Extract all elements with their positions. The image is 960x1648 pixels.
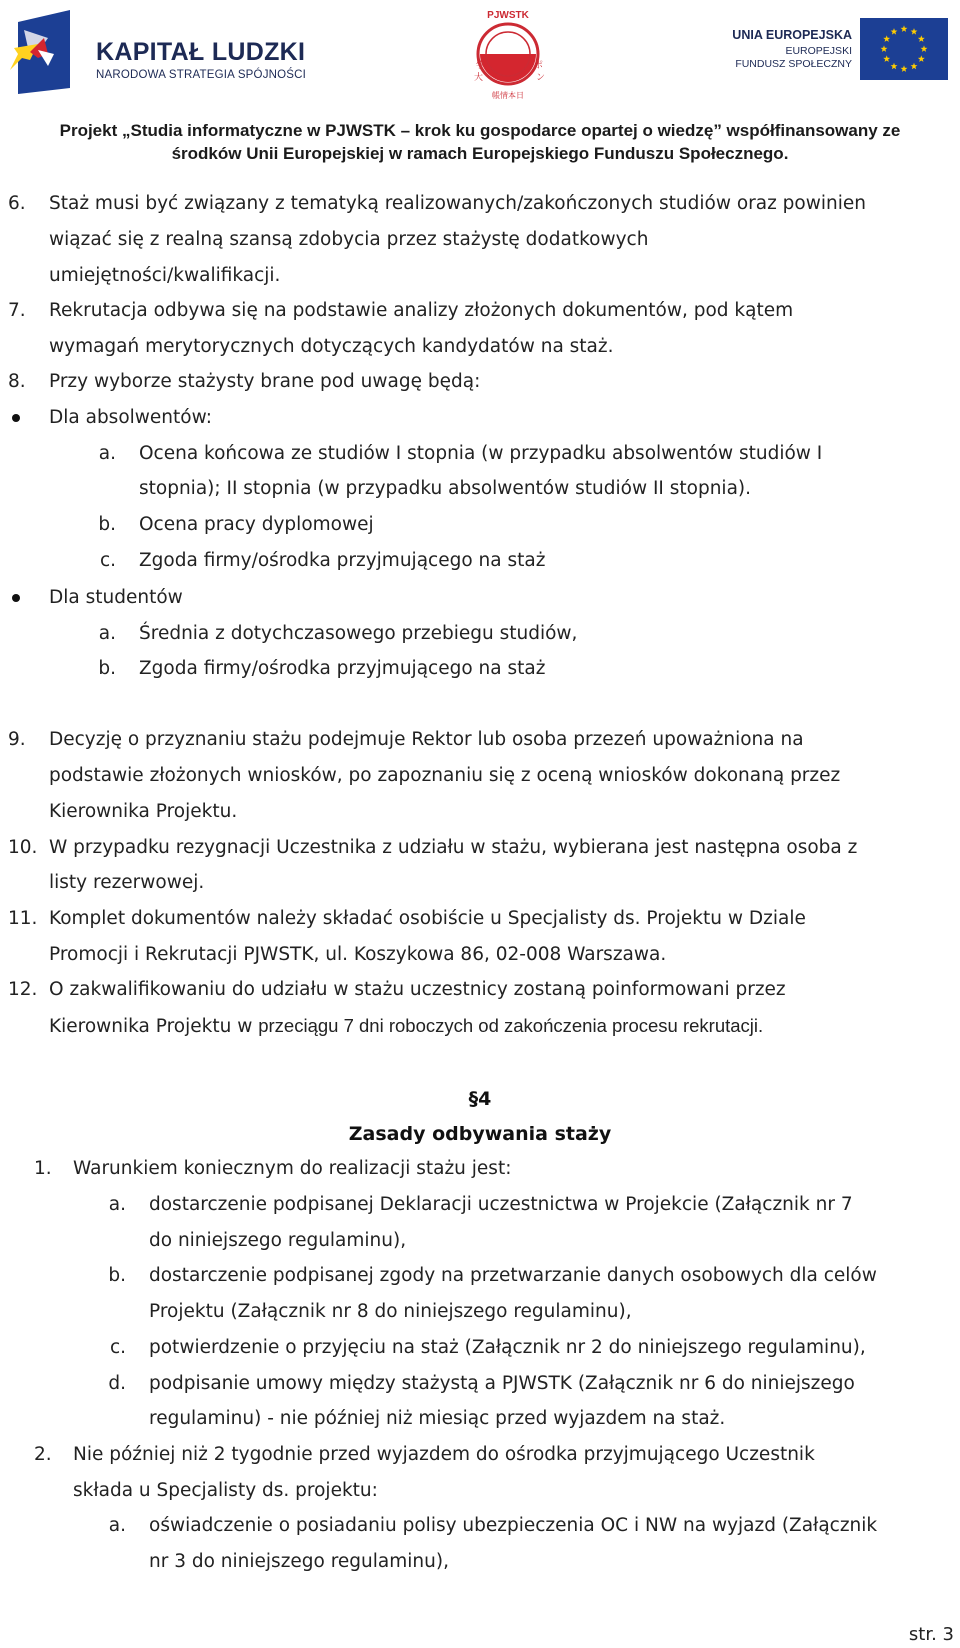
item-11-line-2: Promocji i Rekrutacji PJWSTK, ul. Koszykowa 86, 02-008 Warszawa. <box>49 944 667 965</box>
section4-p2-a-line-2: nr 3 do niniejszego regulaminu), <box>149 1551 449 1572</box>
section-title: Zasady odbywania staży <box>348 1123 612 1145</box>
item-number: 12. <box>8 979 38 1000</box>
section4-p2-line-1: Nie później niż 2 tygodnie przed wyjazdem do ośrodka przyjmującego Uczestnik <box>73 1444 815 1465</box>
item-number: 2. <box>34 1444 52 1465</box>
item-6-line-1: Staż musi być związany z tematyką realizowanych/zakończonych studiów oraz powinien <box>49 193 866 214</box>
item-number: 1. <box>34 1158 52 1179</box>
sub-marker: b. <box>98 514 116 535</box>
item-number: 9. <box>8 729 26 750</box>
bullet-icon <box>12 414 20 422</box>
kapital-ludzki-logo <box>8 8 328 96</box>
item-7-line-2: wymagań merytorycznych dotyczących kandydatów na staż. <box>49 336 614 357</box>
section4-p2-line-2: składa u Specjalisty ds. projektu: <box>73 1480 378 1501</box>
item-12-line-2-part-a: Kierownika Projektu w <box>49 1016 259 1037</box>
sub-marker: b. <box>98 658 116 679</box>
graduates-label: Dla absolwentów: <box>49 407 212 428</box>
section4-p1-c-line-1: potwierdzenie o przyjęciu na staż (Załącznik nr 2 do niniejszego regulaminu), <box>149 1337 866 1358</box>
item-10-line-1: W przypadku rezygnacji Uczestnika z udziału w stażu, wybierana jest następna osoba z <box>49 837 858 858</box>
item-number: 6. <box>8 193 26 214</box>
item-12-line-1: O zakwalifikowaniu do udziału w stażu uczestnicy zostaną poinformowani przez <box>49 979 786 1000</box>
graduates-b-line-1: Ocena pracy dyplomowej <box>139 514 374 535</box>
item-number: 8. <box>8 371 26 392</box>
pjwstk-logo <box>466 8 550 104</box>
students-b-line-1: Zgoda firmy/ośrodka przyjmującego na staż <box>139 658 546 679</box>
item-11-line-1: Komplet dokumentów należy składać osobiście u Specjalisty ds. Projektu w Dziale <box>49 908 806 929</box>
pjwstk-logo-text: PJWSTK <box>487 10 529 21</box>
item-12-line-2-part-b: przeciągu 7 dni roboczych od zakończenia procesu rekrutacji. <box>258 1015 764 1036</box>
sub-marker: d. <box>108 1373 126 1394</box>
sub-marker: a. <box>98 623 116 644</box>
item-number: 11. <box>8 908 38 929</box>
item-9-line-3: Kierownika Projektu. <box>49 801 238 822</box>
item-7-line-1: Rekrutacja odbywa się na podstawie analizy złożonych dokumentów, pod kątem <box>49 300 794 321</box>
svg-text:大: 大 <box>474 73 484 83</box>
sub-marker: c. <box>99 550 116 571</box>
item-10-line-2: listy rezerwowej. <box>49 872 205 893</box>
eu-logo <box>732 18 948 82</box>
section4-p1-d-line-2: regulaminu) - nie później niż miesiąc przed wyjazdem na staż. <box>149 1408 726 1429</box>
svg-text:ン: ン <box>536 73 546 83</box>
kapital-ludzki-emblem-icon <box>8 8 88 96</box>
sub-marker: b. <box>108 1265 126 1286</box>
students-label: Dla studentów <box>49 587 183 608</box>
item-6-line-2: wiązać się z realną szansą zdobycia przez stażystę dodatkowych <box>49 229 649 250</box>
section4-p1-b-line-1: dostarczenie podpisanej zgody na przetwarzanie danych osobowych dla celów <box>149 1265 877 1286</box>
graduates-a-line-2: stopnia); II stopnia (w przypadku absolwentów studiów II stopnia). <box>139 478 751 499</box>
section4-p1-a-line-1: dostarczenie podpisanej Deklaracji uczestnictwa w Projekcie (Załącznik nr 7 <box>149 1194 853 1215</box>
svg-text:帳情本日: 帳情本日 <box>492 91 524 100</box>
kapital-ludzki-name: KAPITAŁ LUDZKI <box>96 38 306 66</box>
graduates-c-line-1: Zgoda firmy/ośrodka przyjmującego na staż <box>139 550 546 571</box>
eu-subtitle: EUROPEJSKI FUNDUSZ SPOŁECZNY <box>735 45 852 70</box>
project-header-line-1: Projekt „Studia informatyczne w PJWSTK – krok ku gospodarce opartej o wiedzę” współfinansowany ze <box>59 121 901 140</box>
students-a-line-1: Średnia z dotychczasowego przebiegu studiów, <box>139 623 578 644</box>
item-8-line-1: Przy wyborze stażysty brane pod uwagę będą: <box>49 371 481 392</box>
sub-marker: a. <box>108 1515 126 1536</box>
item-number: 10. <box>8 837 38 858</box>
page-number: str. 3 <box>908 1624 954 1645</box>
section4-p1-d-line-1: podpisanie umowy między stażystą a PJWSTK (Załącznik nr 6 do niniejszego <box>149 1373 855 1394</box>
item-9-line-2: podstawie złożonych wniosków, po zapoznaniu się z oceną wniosków dokonaną przez <box>49 765 841 786</box>
section4-p1-line-1: Warunkiem koniecznym do realizacji stażu jest: <box>73 1158 512 1179</box>
section4-p2-a-line-1: oświadczenie o posiadaniu polisy ubezpieczenia OC i NW na wyjazd (Załącznik <box>149 1515 878 1536</box>
section4-p1-b-line-2: Projektu (Załącznik nr 8 do niniejszego regulaminu), <box>149 1301 632 1322</box>
bullet-icon <box>12 594 20 602</box>
svg-text:学: 学 <box>476 61 486 71</box>
section-symbol: §4 <box>468 1088 492 1110</box>
project-header-line-2: środków Unii Europejskiej w ramach Europejskiego Funduszu Społecznego. <box>171 144 789 163</box>
item-number: 7. <box>8 300 26 321</box>
item-12-line-2 <box>49 1014 763 1039</box>
eu-title: UNIA EUROPEJSKA <box>732 28 852 42</box>
sub-marker: a. <box>98 443 116 464</box>
eu-flag-icon <box>860 18 948 80</box>
item-9-line-1: Decyzję o przyznaniu stażu podejmuje Rektor lub osoba przezeń upoważniona na <box>49 729 804 750</box>
graduates-a-line-1: Ocena końcowa ze studiów I stopnia (w przypadku absolwentów studiów I <box>139 443 823 464</box>
sub-marker: c. <box>109 1337 126 1358</box>
section4-p1-a-line-2: do niniejszego regulaminu), <box>149 1230 407 1251</box>
sub-marker: a. <box>108 1194 126 1215</box>
pjwstk-emblem-icon <box>466 8 550 104</box>
item-6-line-3: umiejętności/kwalifikacji. <box>49 265 281 286</box>
svg-text:ポ: ポ <box>534 61 544 71</box>
kapital-ludzki-subtitle: NARODOWA STRATEGIA SPÓJNOŚCI <box>96 69 307 81</box>
